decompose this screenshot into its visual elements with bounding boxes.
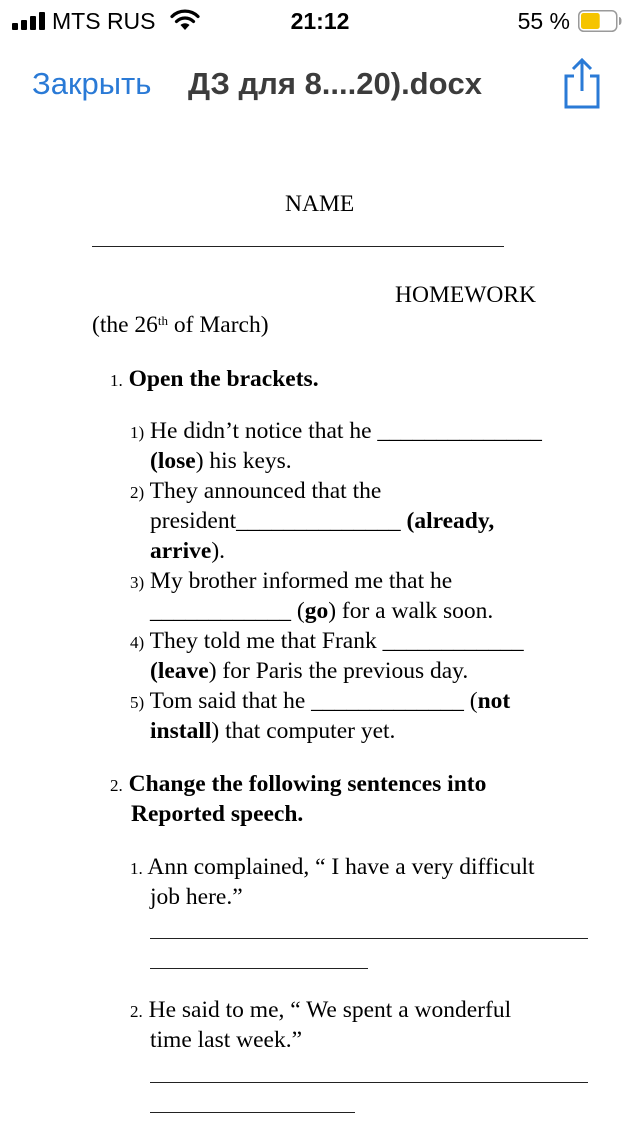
clock: 21:12: [290, 8, 350, 34]
task-2-item-2: 2. He said to me, “ We spent a wonderful: [130, 997, 512, 1023]
close-button[interactable]: Закрыть: [32, 66, 152, 101]
task-2-item-1: 1. Ann complained, “ I have a very difficult: [130, 854, 535, 880]
task-1-item-1: 1) He didn’t notice that he ______________: [130, 418, 542, 444]
task-1-item-1-cont: (lose) his keys.: [150, 448, 292, 474]
carrier-name: MTS RUS: [52, 8, 156, 34]
task-1-item-4: 4) They told me that Frank ____________: [130, 628, 524, 654]
name-underline: [92, 246, 504, 247]
answer-line: [150, 1082, 588, 1083]
document-title: ДЗ для 8....20).docx: [188, 66, 483, 101]
task-1-item-4-cont: (leave) for Paris the previous day.: [150, 658, 469, 684]
task-1-item-5-cont: install) that computer yet.: [150, 718, 396, 744]
task-1-item-5: 5) Tom said that he _____________ (not: [130, 688, 511, 714]
task-1-item-2: 2) They announced that the: [130, 478, 382, 504]
task-1-item-3: 3) My brother informed me that he: [130, 568, 453, 594]
task-2-heading: 2. Change the following sentences into: [110, 771, 487, 797]
name-label: NAME: [285, 191, 355, 217]
answer-line: [150, 968, 368, 969]
homework-heading: HOMEWORK: [395, 282, 536, 308]
task-1-item-2-cont2: arrive).: [150, 538, 226, 564]
task-1-item-3-cont: ____________ (go) for a walk soon.: [150, 598, 494, 624]
task-2-heading-cont: Reported speech.: [131, 801, 304, 827]
answer-line: [150, 938, 588, 939]
task-1-heading: 1. Open the brackets.: [110, 366, 319, 392]
task-2-item-1-cont: job here.”: [150, 884, 243, 910]
task-2-item-2-cont: time last week.”: [150, 1027, 303, 1053]
homework-date: (the 26th of March): [92, 312, 269, 338]
battery-percent: 55 %: [517, 8, 570, 34]
task-1-item-2-cont: president______________ (already,: [150, 508, 495, 534]
answer-line: [150, 1112, 355, 1113]
